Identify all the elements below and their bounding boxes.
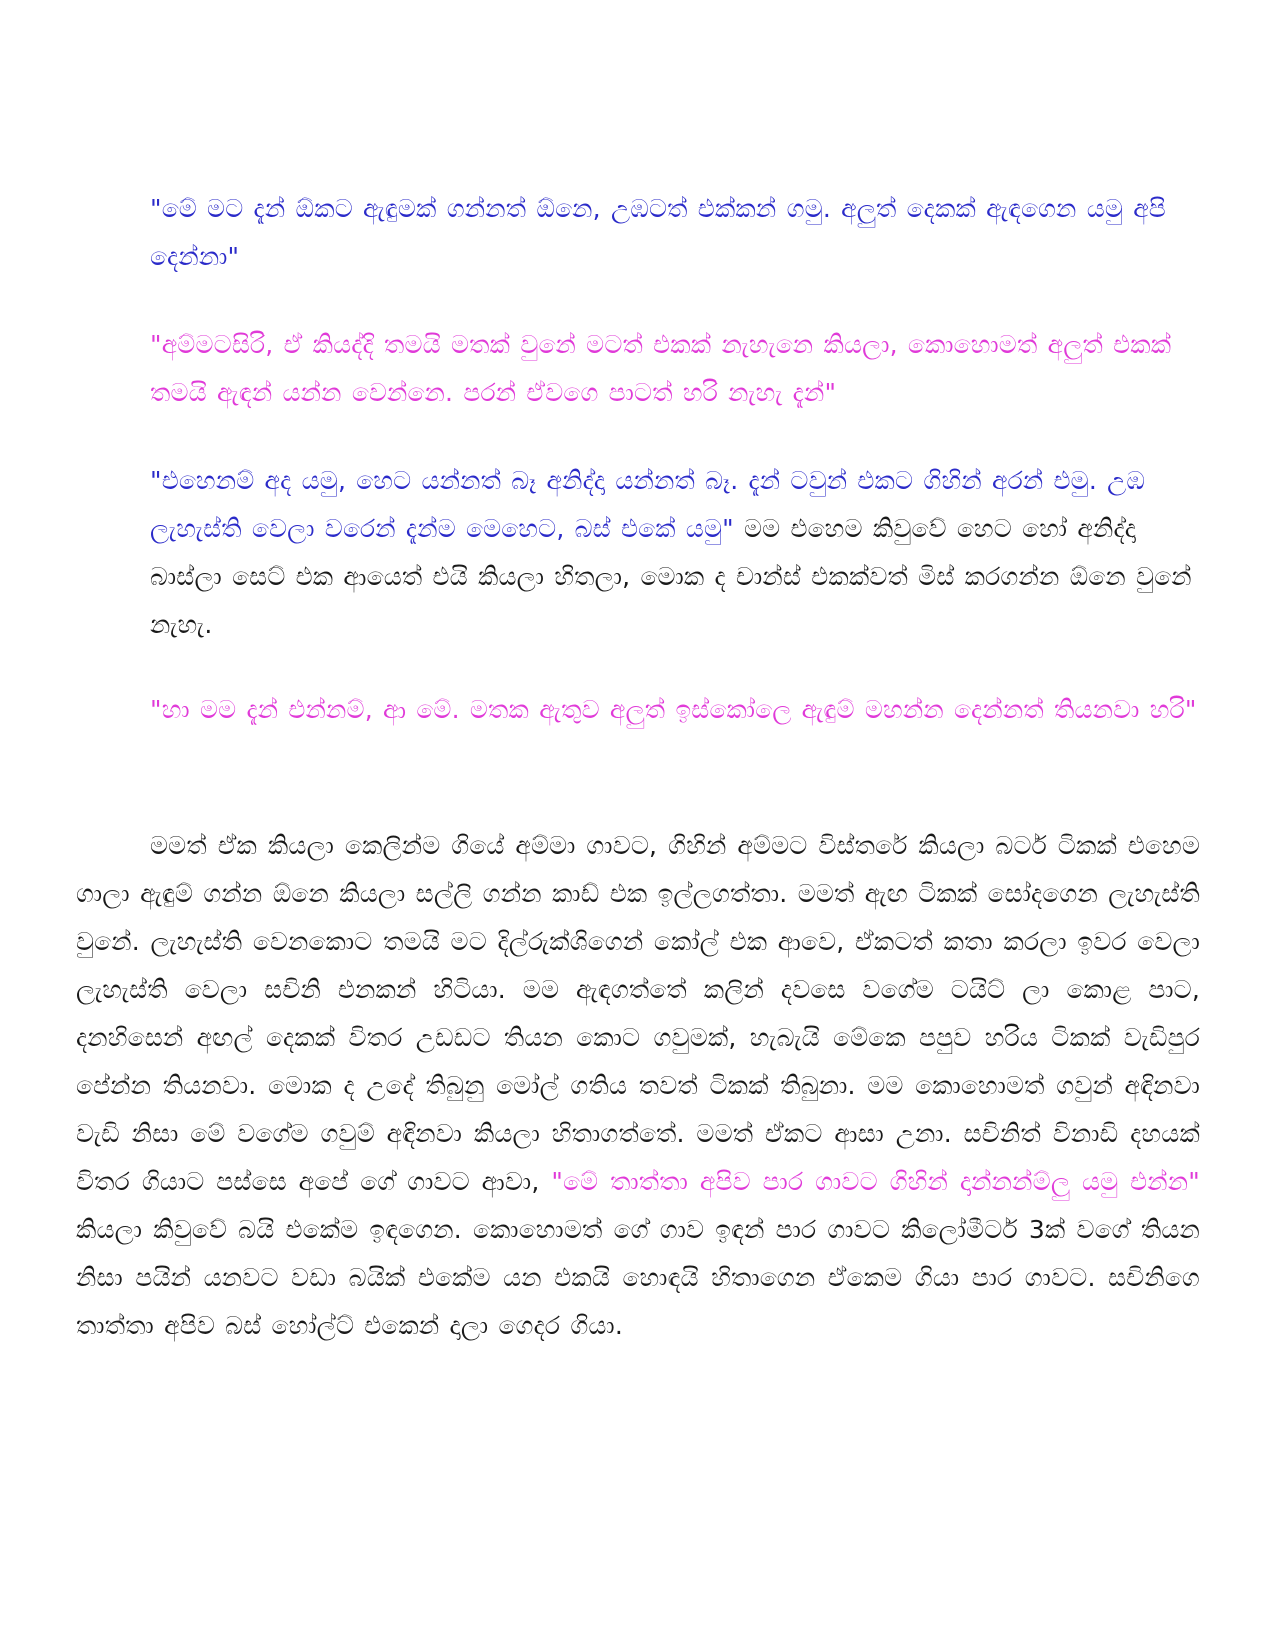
quoted-speech: "එහෙනම් අද යමු, හෙට යන්නත් බෑ අනිද්දා යන්නත් බෑ. දැන් ටවුන් එකට ගිහින් අරන් එමු. උඹ ලැහැස්ති වෙලා වරෙන් දැන්ම මෙහෙට, බස් එකේ යමු": [150, 466, 1146, 543]
narrative-paragraph-5: [76, 822, 1200, 1350]
mixed-paragraph-3: [150, 457, 1210, 649]
narration-text-before: මමත් ඒක කියලා කෙලින්ම ගියේ අම්මා ගාවට, ගිහින් අම්මට විස්තරේ කියලා බටර් ටිකක් එහෙම ගාලා ඇඳුම් ගන්න ඕනෙ කියලා සල්ලි ගන්න කාඩ් එක ඉල්ලගත්තා. මමත් ඇඟ ටිකක් සෝදගෙන ලැහැස්ති වුනේ. ලැහැස්ති වෙනකොට තමයි මට දිල්රුක්ශිගෙන් කෝල් එක ආවෙ, ඒකටත් කතා කරලා ඉවර වෙලා ලැහැස්ති වෙලා සචිනි එනකන් හිටියා. මම ඇඳගත්තේ කලින් දවසෙ වගේම ටයිට් ලා කොළ පාට, දනහිසෙන් අඟල් දෙකක් විතර උඩඩට තියන කොට ගවුමක්, හැබැයි මේකෙ පපුව හරිය ටිකක් වැඩිපුර පේන්න තියනවා. මොක ද උදේ තිබුනු මෝල් ගතිය තවත් ටිකක් තිබුනා. මම කොහොමත් ගවුන් අඳිනවා වැඩි නිසා මේ වගේම ගවුම් අඳිනවා කියලා හිතාගත්තේ. මමත් ඒකට ආසා උනා. සචිනිත් විනාඩි දහයක් විතර ගියාට පස්සෙ අපේ ගේ ගාවට ආවා,: [76, 831, 1200, 1196]
narration-text-after: කියලා කිවුවේ බයි එකේම ඉඳගෙන. කොහොමත් ගේ ගාව ඉඳන් පාර ගාවට කිලෝමීටර් 3ක් වගේ තියන නිසා පයින් යනවට වඩා බයික් එකේම යන එකයි හොඳයි හිතාගෙන ඒකෙම ගියා පාර ගාවට. සචිනිගෙ තාත්තා අපිව බස් හෝල්ට් එකෙන් දාලා ගෙදර ගියා.: [76, 1215, 1200, 1340]
dialogue-paragraph-4: "හා මම දැන් එන්නම්, ආ මේ. මතක ඇතුව අලුත් ඉස්කෝලෙ ඇඳුම් මහන්න දෙන්නත් තියනවා හරි": [150, 695, 1197, 724]
quoted-speech: "මේ තාත්තා අපිව පාර ගාවට ගිහින් දාන්නන්ම්ලු යමු එන්න": [551, 1167, 1200, 1196]
dialogue-paragraph-1: "මේ මට දැන් ඕකට ඇඳුමක් ගන්නත් ඕනෙ, උඹටත් එක්කන් ගමු. අලුත් දෙකක් ඇඳගෙන යමු අපි දෙන්නා": [150, 194, 1166, 271]
dialogue-paragraph-2: "අම්මටසිරි, ඒ කියද්දි තමයි මතක් වුනේ මටත් එකක් නැහැනෙ කියලා, කොහොමත් අලුත් එකක් තමයි ඇඳන් යන්න වෙන්නෙ. පරන් ඒවගෙ පාටත් හරි නැහැ දැන්": [150, 330, 1172, 407]
narration-text: මම එහෙම කිවුවේ හෙට හෝ අනිද්දා බාස්ලා සෙට් එක ආයෙත් එයි කියලා හිතලා, මොක ද චාන්ස් එකක්වත් මිස් කරගන්න ඕනෙ වුනේ නැහැ.: [150, 514, 1192, 639]
